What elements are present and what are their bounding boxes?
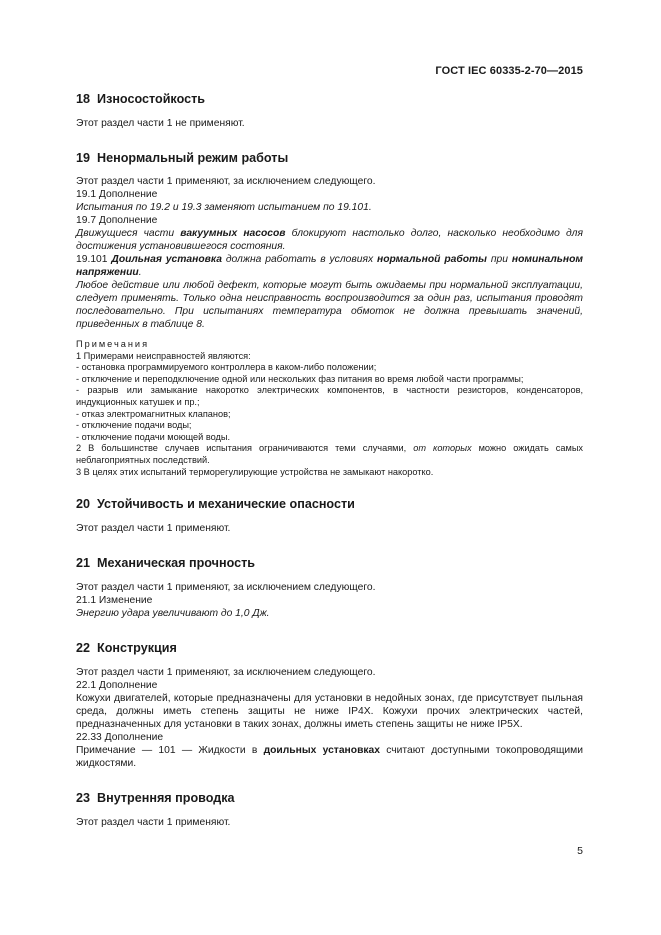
standard-header: ГОСТ IEC 60335-2-70—2015 — [435, 65, 583, 77]
term-milking-installations: доильных установках — [263, 745, 381, 757]
section-18 — [76, 91, 583, 130]
section-number: 21 — [76, 556, 91, 571]
note-1-item: - отказ электромагнитных клапанов; — [76, 408, 231, 419]
section-title: Устойчивость и механические опасности — [97, 497, 355, 512]
section-20-text: Этот раздел части 1 применяют. — [76, 523, 231, 535]
page-number: 5 — [577, 845, 583, 857]
section-20 — [76, 496, 583, 535]
section-title: Износостойкость — [97, 92, 206, 106]
note-1-item: - разрыв или замыкание накоротко электрических компонентов, в частности резисторов, конденсаторов, индукционных катушек и пр.; — [76, 385, 583, 407]
section-number: 20 — [76, 497, 91, 512]
clause-19-1-text: Испытания по 19.2 и 19.3 заменяют испытанием по 19.101. — [76, 202, 372, 213]
section-19-heading — [76, 150, 583, 166]
section-title: Конструкция — [97, 641, 177, 656]
section-23 — [76, 790, 583, 829]
section-number: 22 — [76, 641, 91, 656]
clause-22-33-heading: 22.33 Дополнение — [76, 732, 164, 744]
note-1: 1 Примерами неисправностей являются: — [76, 350, 251, 361]
section-number: 23 — [76, 791, 91, 806]
section-22-heading — [76, 640, 583, 656]
note-1-item: - отключение и переподключение одной или нескольких фаз питания во время любой части программы; — [76, 373, 524, 384]
section-18-text: Этот раздел части 1 не применяют. — [76, 118, 245, 129]
section-22-intro: Этот раздел части 1 применяют, за исключением следующего. — [76, 667, 376, 679]
note-1-item: - отключение подачи воды; — [76, 420, 192, 431]
section-title: Ненормальный режим работы — [97, 151, 289, 165]
clause-22-33-text: Примечание — 101 — Жидкости в доильных установках считают доступными токопроводящими жидкостями. — [76, 745, 584, 770]
term-rated-voltage: номинальном напряжении — [76, 254, 584, 278]
clause-19-101-text-2: Любое действие или любой дефект, которые могут быть ожидаемы при нормальной эксплуатации, следует применять. Только одна неисправность воспроизводится за один раз, испытания проводят последовательно. При испытаниях температура обмоток не должна превышать значений, приведенных в таблице 8. — [76, 280, 583, 330]
section-20-heading — [76, 496, 583, 512]
section-23-text: Этот раздел части 1 применяют. — [76, 817, 231, 829]
clause-19-101-text: 19.101 Доильная установка должна работать в условиях нормальной работы при номинальном напряжении. — [76, 254, 584, 278]
section-number: 19 — [76, 151, 91, 165]
section-22 — [76, 640, 583, 770]
section-18-heading — [76, 91, 583, 107]
section-19 — [76, 150, 583, 478]
note-2: 2 В большинстве случаев испытания ограничиваются теми случаями, от которых можно ожидать самых неблагоприятных последствий. — [76, 443, 584, 465]
notes-block — [76, 339, 583, 478]
note-3: 3 В целях этих испытаний терморегулирующие устройства не замыкают накоротко. — [76, 466, 434, 477]
section-19-intro: Этот раздел части 1 применяют, за исключением следующего. — [76, 176, 376, 187]
clause-21-1-text: Энергию удара увеличивают до 1,0 Дж. — [76, 608, 270, 620]
notes-title: Примечания — [76, 339, 150, 349]
term-vacuum-pumps: вакуумных насосов — [180, 228, 286, 239]
note-1-item: - остановка программируемого контроллера в каком-либо положении; — [76, 362, 377, 373]
section-21-intro: Этот раздел части 1 применяют, за исключением следующего. — [76, 582, 376, 594]
section-21-heading — [76, 555, 583, 571]
term-normal-operation: нормальной работы — [377, 254, 487, 265]
term-milking-installation: Доильная установка — [111, 254, 222, 265]
clause-22-1-text: Кожухи двигателей, которые предназначены для установки в недойных зонах, где присутствует пыльная среда, должны иметь степень защиты не ниже IP4X. Кожухи прочих электрических частей, предназначенных для установки в таких зонах, должны иметь степень защиты не ниже IP5X. — [76, 693, 583, 731]
section-title: Механическая прочность — [97, 556, 256, 571]
clause-19-1-heading: 19.1 Дополнение — [76, 189, 158, 200]
section-number: 18 — [76, 92, 91, 106]
section-21 — [76, 555, 583, 620]
clause-19-7-heading: 19.7 Дополнение — [76, 215, 158, 226]
clause-22-1-heading: 22.1 Дополнение — [76, 680, 158, 692]
section-title: Внутренняя проводка — [97, 791, 235, 806]
page-content — [76, 91, 583, 829]
clause-19-7-text: Движущиеся части вакуумных насосов блокируют настолько долго, насколько необходимо для достижения установившегося состояния. — [76, 228, 583, 252]
note-1-item: - отключение подачи моющей воды. — [76, 431, 231, 442]
clause-21-1-heading: 21.1 Изменение — [76, 595, 153, 607]
section-23-heading — [76, 790, 583, 806]
